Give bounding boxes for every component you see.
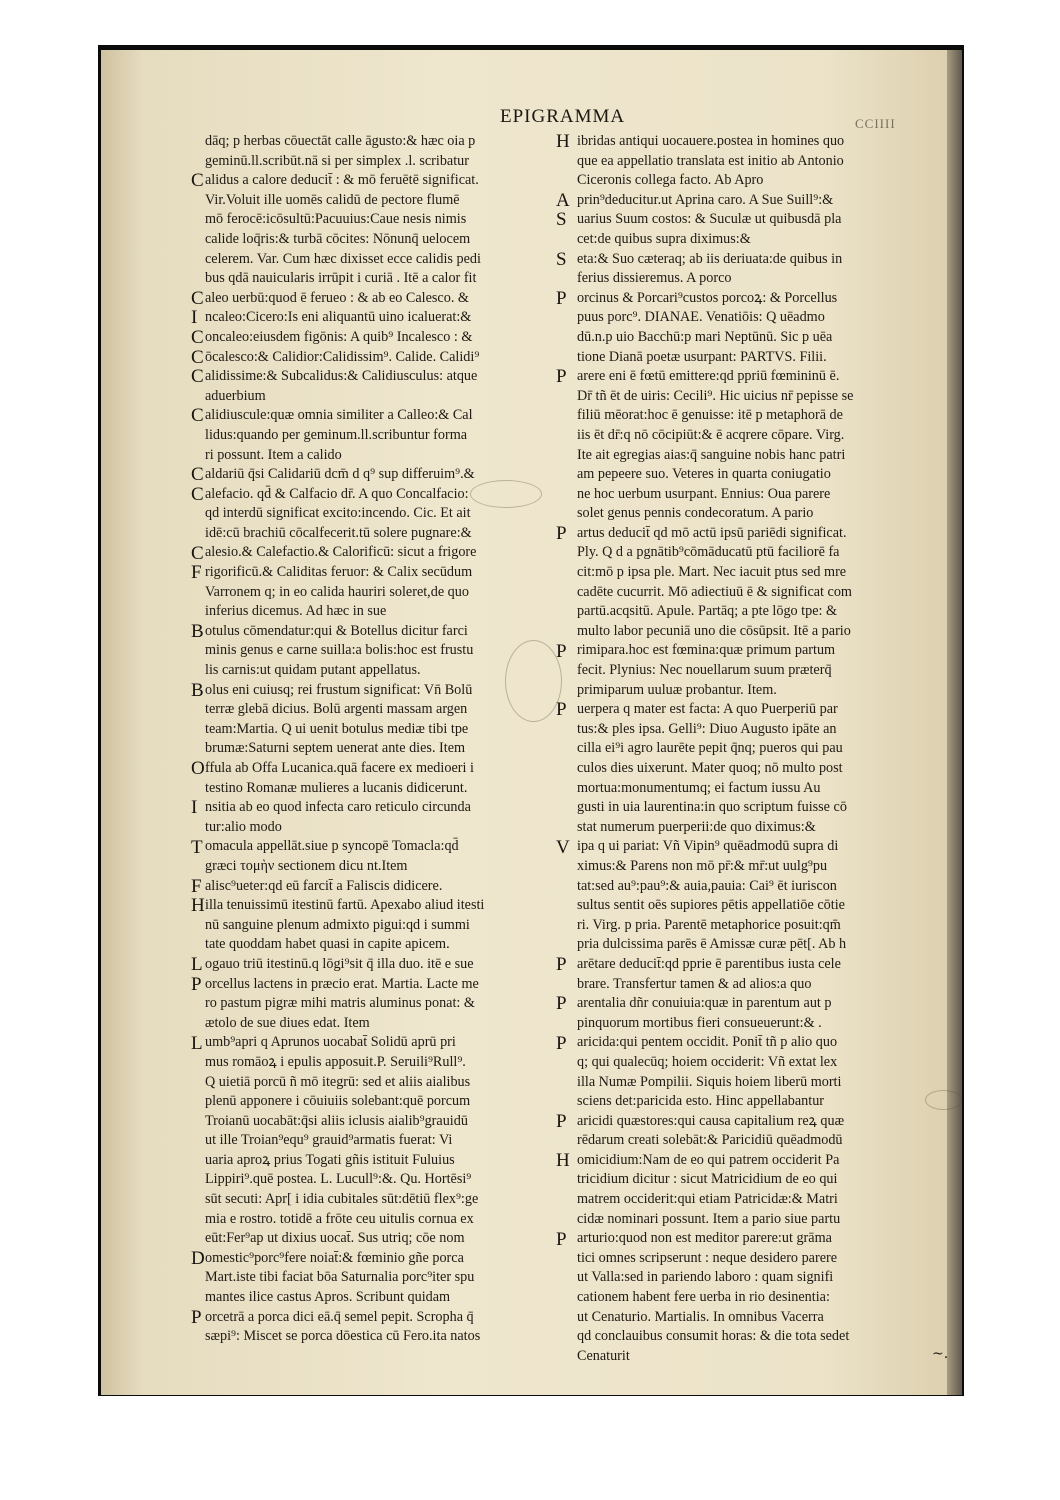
initial-letter: P [556, 954, 567, 976]
text-line: cadēte cucurrit. Mō adiectiuū ē & significat com [577, 583, 852, 600]
text-line: stat numerum puerperii:de quo diximus:& [577, 818, 816, 835]
text-line: sūt secuti: Apr[ i idia cubitales sūt:dētiū flex⁹:ge [205, 1191, 479, 1208]
text-line: ri. Virg. p pria. Parentē metaphorice posuit:qm̄ [577, 916, 841, 933]
text-line: iis ēt dr̄:q nō cōcipiūt:& ē acqrere cōpare. Virg. [577, 426, 845, 443]
text-line: illa tenuissimū itestinū fartū. Apexabo aliud itesti [205, 897, 485, 914]
text-line: ogauo triū itestinū.q lōgi⁹sit q̄ illa duo. itē e sue [205, 955, 474, 972]
text-line: nsitia ab eo quod infecta caro reticulo circunda [205, 799, 471, 816]
initial-letter: S [556, 248, 567, 270]
initial-letter: A [556, 189, 570, 211]
initial-letter: C [191, 366, 204, 388]
text-line: matrem occiderit:qui etiam Patricidæ:& Matri [577, 1191, 838, 1208]
text-line: umb⁹apri q Aprunos uocabat̄ Solidū aprū pri [205, 1034, 456, 1051]
text-line: Ply. Q d a pgnātib⁹cōmāducatū ptū faciliorē fa [577, 544, 840, 561]
initial-letter: H [556, 131, 570, 152]
text-line: eta:& Suo cæteraq; ab iis deriuata:de quibus in [577, 250, 843, 267]
initial-letter: P [191, 1307, 202, 1328]
text-line: am pepeere suo. Veteres in quarta coniugatio [577, 466, 831, 483]
initial-letter: P [556, 366, 567, 388]
text-line: celerem. Var. Cum hæc dixisset ecce calidis pedi [205, 250, 481, 267]
text-line: qd conclauibus consumit horas: & die tota sedet [577, 1328, 850, 1345]
text-line: ffula ab Offa Lucanica.quā facere ex medioeri i [205, 760, 474, 776]
text-line: Troianū uocabāt:q̄si aliis iclusis aialib⁹grauidū [205, 1112, 468, 1129]
text-line: lis carnis:ut quidam putant appellatus. [205, 662, 421, 679]
text-line: arere eni ē fœtū emittere:qd ppriū fœmininū ē. [577, 368, 840, 385]
text-line: ut Valla:sed in pariendo laboro : quam signifi [577, 1269, 834, 1286]
text-line: rimipara.hoc est fœmina:quæ primum partum [577, 642, 836, 659]
initial-letter: P [556, 287, 567, 309]
text-line: Mart.iste tibi faciat bōa Saturnalia porc⁹iter spu [205, 1269, 475, 1286]
text-line: sultus sentit oēs supiores pētis appellatiōe cōtie [577, 897, 845, 914]
text-line: artus deducit̄ qd mō actū ipsū pariēdi significat. [577, 524, 847, 541]
text-line: alidus a calore deducit̄ : & mō feruētē significat. [205, 172, 479, 189]
text-line: sæpi⁹: Miscet se porca dōestica cū Fero.ita natos [205, 1328, 481, 1345]
text-line: minis genus e carne suilla:a bolis:hoc est frustu [205, 642, 474, 659]
text-line: ximus:& Parens non mō pr̄:& mr̄:ut uulg⁹pu [577, 857, 828, 874]
text-line: uarius Suum costos: & Suculæ ut quibusdā pla [577, 211, 842, 228]
text-line: idē:cū brachiū cōcalfecerit.tū solere pugnare:& [205, 524, 472, 541]
text-line: aricidi quæstores:qui causa capitalium reꝝ quæ [577, 1112, 845, 1129]
text-line: pria dulcissima parēs ē Amissæ curæ pēt[. Ab h [577, 936, 847, 953]
initial-letter: C [191, 542, 204, 564]
text-line: dū.n.p uio Bacchū:p mari Neptūnū. Sic p uēa [577, 328, 833, 345]
text-line: brumæ:Saturni septem uenerat ante dies. Item [205, 740, 466, 757]
text-line: orcetrā a porca dici eā.q̄ semel pepit. Scropha q̄ [205, 1308, 474, 1325]
text-line: que ea appellatio translata est initio ab Antonio [577, 152, 844, 169]
text-line: ferius dissieremus. A porco [577, 270, 732, 287]
text-line: tricidium dicitur : sicut Matricidium de eo qui [577, 1171, 838, 1188]
text-line: fecit. Plynius: Nec nouellarum suum præterq̄ [577, 662, 832, 679]
text-line: cidæ nominari possunt. Item a pario siue partu [577, 1210, 841, 1227]
text-line: testino Romanæ mulieres a lucanis didicerunt. [205, 779, 468, 796]
initial-letter: P [556, 1032, 567, 1054]
initial-letter: C [191, 287, 204, 309]
pencil-annotation [470, 480, 542, 508]
text-line: illa Numæ Pompilii. Siquis hoiem liberū morti [577, 1073, 842, 1090]
text-line: dāq; p herbas cōuectāt calle āgusto:& hæc oia p [205, 133, 476, 149]
initial-letter: H [191, 895, 205, 917]
text-line: ro pastum pigræ mihi matris aluminus ponat: & [205, 995, 475, 1012]
text-line: alidissime:& Subcalidus:& Calidiusculus: atque [205, 368, 478, 385]
text-line: aleo uerbū:quod ē ferueo : & ab eo Calesco. & [205, 289, 469, 306]
text-line: Ciceronis collega facto. Ab Apro [577, 172, 764, 189]
text-line: mortua:monumentumq; ei factum iussu Au [577, 779, 821, 796]
text-line: Varronem q; in eo calida hauriri soleret,de quo [205, 583, 469, 600]
text-line: nū sanguine plenum admixto pigui:qd i summi [205, 916, 470, 933]
pencil-annotation [925, 1090, 962, 1110]
initial-letter: B [191, 621, 204, 642]
text-line: cet:de quibus supra diximus:& [577, 230, 751, 247]
text-line: culos dies uixerunt. Mater quoq; nō multo post [577, 760, 843, 776]
text-line: græci τομὴν sectionem dicu nt.Item [205, 857, 408, 874]
text-line: terræ glebā dicius. Bolū argenti massam argen [205, 701, 468, 718]
text-line: calide loq̄ris:& turbā cōcites: Nōnunq̄ uelocem [205, 230, 471, 247]
text-line: ibridas antiqui uocauere.postea in homines quo [577, 133, 845, 149]
text-line: solet genus pennis condecoratum. A pario [577, 505, 814, 522]
text-line: alidiuscule:quæ omnia similiter a Calleo:& Cal [205, 407, 473, 424]
text-line: oncaleo:eiusdem figōnis: A quib⁹ Incalesco : & [205, 328, 473, 345]
text-line: tici omnes scripserunt : neque desidero parere [577, 1249, 838, 1266]
text-line: omestic⁹porc⁹fere noiat̄:& fœminio gñe porca [205, 1249, 464, 1266]
text-line: aldariū q̄si Calidariū dcm̄ d q⁹ sup differuim⁹.& [205, 466, 475, 483]
text-line: tat:sed au⁹:pau⁹:& auia,pauia: Cai⁹ ēt iuriscon [577, 877, 837, 894]
text-line: olus eni cuiusq; rei frustum significat: Vn̄ Bolū [205, 681, 473, 698]
text-line: mia e rostro. totidē a frōte ceu uitulis cornua ex [205, 1210, 474, 1227]
text-line: tus:& ples ipsa. Gelli⁹: Diuo Augusto ipāte an [577, 720, 837, 737]
initial-letter: B [191, 679, 204, 701]
text-line: ætolo de sue diues edat. Item [205, 1014, 370, 1031]
initial-letter: P [556, 993, 567, 1015]
text-line: omacula appellāt.siue p syncopē Tomacla:qd̄ [205, 838, 459, 855]
initial-letter: P [556, 1228, 567, 1250]
text-line: Lippiri⁹.quē postea. L. Lucull⁹:&. Qu. Hortēsi⁹ [205, 1171, 472, 1188]
page-folio: CCIIII [855, 116, 896, 131]
initial-letter: L [191, 954, 203, 976]
text-line: alisc⁹ueter:qd eū farcit̄ a Faliscis didicere. [205, 877, 443, 894]
text-line: mō ferocē:icōsultū:Pacuuius:Caue nesis nimis [205, 211, 467, 228]
initial-letter: C [191, 170, 204, 192]
text-line: cit:mō p ipsa ple. Mart. Nec iacuit ptus sed mre [577, 564, 847, 581]
text-line: uaria aproꝝ prius Togati gñis istituit Fuluius [205, 1151, 455, 1168]
text-line: Ite ait egregias aias:q̄ sanguine nobis hanc patri [577, 446, 846, 463]
initial-letter: D [191, 1248, 205, 1270]
initial-letter: I [191, 797, 198, 819]
text-line: otulus cōmendatur:qui & Botellus dicitur farci [205, 622, 468, 639]
text-line: lidus:quando per geminum.ll.scribuntur forma [205, 426, 468, 443]
text-line: team:Martia. Q ui uenit botulus mediæ tibi tpe [205, 720, 469, 737]
text-line: alesio.& Calefactio.& Calorificū: sicut a frigore [205, 544, 477, 561]
text-line: tur:alio modo [205, 818, 282, 835]
text-line: Dr̄ tñ ēt de uiris: Cecili⁹. Hic uicius nr̄ pepisse se [577, 387, 854, 404]
text-line: omicidium:Nam de eo qui patrem occiderit Pa [577, 1151, 840, 1168]
text-line: qd interdū significat excito:incendo. Cic. Et ait [205, 505, 471, 522]
text-line: multo labor pecuniā uno die cōsūpsit. Itē a pario [577, 622, 851, 639]
text-line: arturio:quod non est meditor parere:ut grāma [577, 1230, 832, 1247]
initial-letter: T [191, 836, 203, 858]
text-line: aricida:qui pentem occidit. Ponit̄ tñ p alio quo [577, 1034, 838, 1051]
initial-letter: C [191, 464, 204, 486]
text-line: arentalia dñr conuiuia:quæ in parentum aut p [577, 995, 832, 1012]
right-text-column [577, 132, 907, 1366]
initial-letter: H [556, 1150, 570, 1172]
text-line: ut Cenaturio. Martialis. In omnibus Vacerra [577, 1308, 824, 1325]
initial-letter: O [191, 758, 205, 780]
text-line: Q uietiā porcū ñ mō itegrū: sed et aliis aialibus [205, 1073, 471, 1090]
initial-letter: V [556, 836, 570, 858]
initial-letter: P [556, 640, 567, 662]
left-text-column [205, 132, 560, 1347]
text-line: tate quoddam habet quasi in capite apicem. [205, 936, 450, 953]
text-line: mus romāoꝝ i epulis apposuit.P. Seruili⁹Rull⁹. [205, 1053, 466, 1070]
text-line: q; qui qualecūq; hoiem occiderit: Vñ extat lex [577, 1053, 838, 1070]
text-line: ncaleo:Cicero:Is eni aliquantū uino icaluerat:& [205, 309, 472, 326]
initial-letter: L [191, 1032, 203, 1054]
text-line: ri possunt. Item a calido [205, 446, 342, 463]
text-line: pinquorum mortibus fieri consueuerunt:& . [577, 1014, 822, 1031]
text-line: primiparum uuluæ probantur. Item. [577, 681, 777, 698]
text-line: bus qdā nauicularis irrūpit i curiā . Itē a calor fit [205, 270, 477, 287]
initial-letter: F [191, 562, 202, 584]
text-line: ut ille Troian⁹equ⁹ grauid⁹armatis fuerat: Vi [205, 1132, 453, 1149]
text-line: brare. Transfertur tamen & ad alios:a quo [577, 975, 812, 992]
text-line: geminū.ll.scribūt.nā si per simplex .l. scribatur [205, 152, 469, 169]
text-line: Cenaturit [577, 1347, 630, 1364]
initial-letter: P [191, 973, 202, 995]
text-line: mantes ilice castus Apros. Scribunt quidam [205, 1289, 451, 1306]
text-line: inferius dicemus. Ad hæc in sue [205, 603, 387, 620]
text-line: alefacio. qd̄ & Calfacio dr̄. A quo Concalfacio: [205, 485, 469, 502]
text-line: uerpera q mater est facta: A quo Puerperiū par [577, 701, 838, 718]
text-line: filiū mēorat:hoc ē genuisse: itē p metaphorā de [577, 407, 843, 424]
text-line: arētare deducit̄:qd pprie ē parentibus iusta cele [577, 955, 841, 972]
text-line: partū.acqsitū. Apule. Partāq; a pte lōgo tpe: & [577, 603, 838, 620]
text-line: Vir.Voluit ille uomēs calidū de pectore flumē [205, 191, 460, 208]
text-line: ne hoc uerbum usurpant. Ennius: Oua parere [577, 485, 831, 502]
text-line: ipa q ui pariat: Vñ Vipin⁹ quēadmodū supra di [577, 838, 839, 855]
text-line: gusti in uia laurentina:in quo scriptum fuisse cō [577, 799, 847, 816]
pencil-annotation [505, 640, 562, 722]
initial-letter: P [556, 699, 567, 721]
initial-letter: S [556, 209, 567, 231]
text-line: eūt:Fer⁹ap ut dixius uocat̄. Sus utriq; cōe nom [205, 1230, 465, 1247]
text-line: orcinus & Porcari⁹custos porcoꝝ: & Porcellus [577, 289, 838, 306]
text-line: sciens det:paricida esto. Hinc appellabantur [577, 1093, 825, 1110]
corner-mark: ~. [932, 1346, 949, 1362]
initial-letter: F [191, 875, 202, 897]
text-line: ōcalesco:& Calidior:Calidissim⁹. Calide. Calidi⁹ [205, 348, 480, 365]
page-edge-shadow [947, 50, 962, 1395]
text-line: rēdarum creati solebāt:& Paricidiū quēadmodū [577, 1132, 843, 1149]
running-head: EPIGRAMMA [500, 106, 626, 127]
initial-letter: P [556, 1111, 567, 1132]
initial-letter: C [191, 483, 204, 505]
initial-letter: C [191, 346, 204, 368]
text-line: prin⁹deducitur.ut Aprina caro. A Sue Suill⁹:& [577, 191, 834, 208]
text-line: puus porc⁹. DIANAE. Venatiōis: Q uēadmo [577, 309, 825, 326]
text-line: plenū apponere i cōuiuiis solebant:quē porcum [205, 1093, 471, 1110]
initial-letter: C [191, 405, 204, 427]
initial-letter: P [556, 523, 567, 544]
text-line: tione Dianā poetæ usurpant: PARTVS. Filii. [577, 348, 827, 365]
initial-letter: C [191, 327, 204, 348]
initial-letter: I [191, 307, 198, 329]
text-line: rigorificū.& Caliditas feruor: & Calix secūdum [205, 564, 473, 581]
text-line: orcellus lactens in præcio erat. Martia. Lacte me [205, 975, 479, 992]
text-line: cilla ei⁹i agro laurēte pepit q̄nq; pueros qui pau [577, 740, 843, 757]
text-line: aduerbium [205, 387, 266, 404]
text-line: cationem habent fere uerba in rio desinentia: [577, 1289, 830, 1306]
